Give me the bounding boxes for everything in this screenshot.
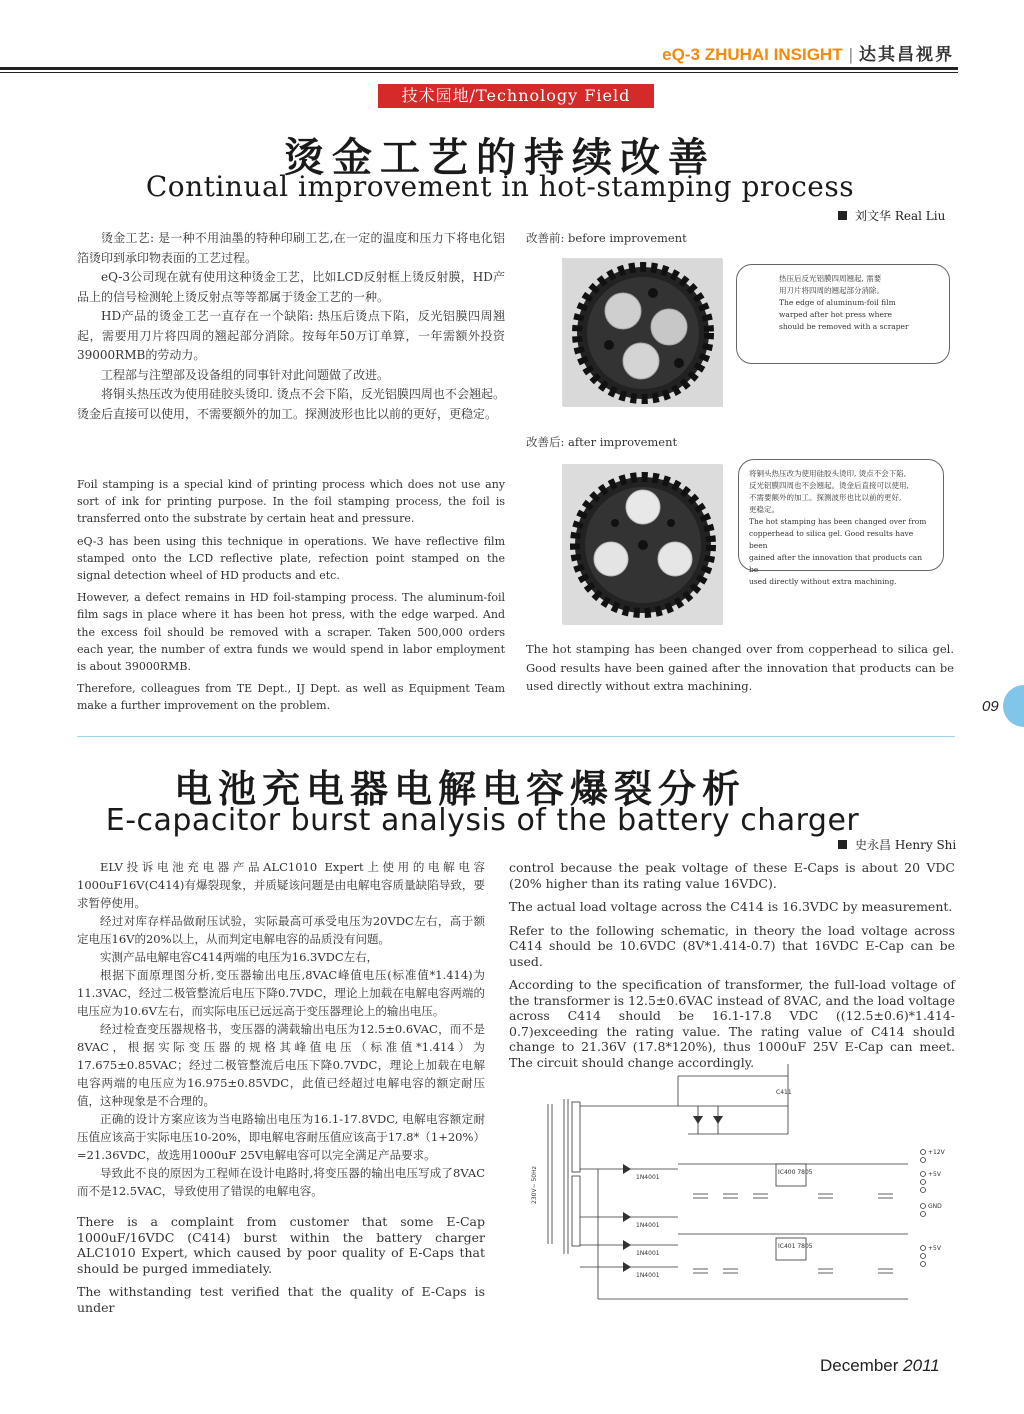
paragraph: 工程部与注塑部及设备组的同事针对此问题做了改进。 (101, 367, 390, 382)
article2-author (838, 836, 956, 853)
after-callout (738, 459, 944, 586)
footer-date (820, 1356, 940, 1376)
article2-cn-body (77, 858, 485, 1200)
paragraph: 实测产品电解电容C414两端的电压为16.3VDC左右， (100, 950, 379, 964)
paragraph: Refer to the following schematic, in theory the load voltage across C414 should be 10.6VDC (8V*1.414-0.7) that 16VDC E-Cap can be used. (509, 922, 955, 969)
out-label-2: +5V (928, 1171, 941, 1178)
paragraph: Foil stamping is a special kind of printing process which does not use any sort of ink for printing purpose. In the foil stamping process, the foil is transferred onto the substrate by certain heat and pressure. (77, 478, 505, 526)
paragraph: The actual load voltage across the C414 is 16.3VDC by measurement. (509, 899, 953, 914)
before-callout (736, 264, 950, 364)
paragraph: Therefore, colleagues from TE Dept., IJ Dept. as well as Equipment Team make a further improvement on the problem. (77, 682, 505, 713)
section-tag: 技术园地/Technology Field (378, 84, 654, 108)
article1-title-cn: 烫金工艺的持续改善 (284, 134, 716, 181)
paragraph: However, a defect remains in HD foil-stamping process. The aluminum-foil film sags in place where it has been hot press, with the edge warped. And the excess foil should be removed with a scraper. Taken 500,000 orders each year, the number of extra funds we would spend in labor employment is about 39000RMB. (77, 591, 505, 674)
gear-after-icon (563, 465, 723, 625)
article2-en-right (509, 860, 955, 1078)
article2-author-text: 史永昌 Henry Shi (855, 838, 957, 852)
page-number: 09 (982, 698, 999, 715)
brand-separator: | (848, 45, 853, 64)
out-label-1: +12V (928, 1149, 945, 1156)
callout-line: warped after hot press where (779, 310, 892, 319)
schematic-drawing (528, 1054, 956, 1306)
paragraph: 经过检查变压器规格书，变压器的满载输出电压为12.5±0.6VAC，而不是8VAC，根据实际变压器的规格其峰值电压（标准值*1.414）为17.675±0.85VAC；经过二极管整流后电压下降0.7VDC，理论上加载在电解电容两端的电压应为16.975±0.85VDC，此值已经超过电解电容的额定耐压值，这种现象是不合理的。 (77, 1022, 485, 1108)
article1-title-en: Continual improvement in hot-stamping process (145, 170, 855, 203)
paragraph: There is a complaint from customer that some E-Cap 1000uF/16VDC (C414) burst within the battery charger ALC1010 Expert, which caused by poor quality of E-Caps that should be purged immediately. (77, 1214, 485, 1276)
callout-line: The hot stamping has been changed over from (749, 517, 927, 526)
paragraph: According to the specification of transformer, the full-load voltage of the transformer is 12.5±0.6VAC instead of 8VAC, and the load voltage across C414 should be 16.1-17.8 VDC ((12.5±0.6)*1.414-0.7)exceeding the rating value. The rating value of C414 should change to 21.36V (17.8*120%), thus 1000uF 25V E-Cap can meet. The circuit should change accordingly. (509, 977, 955, 1070)
charger-schematic (528, 1054, 956, 1306)
header-rule (0, 67, 958, 70)
label-d2: 1N4001 (636, 1222, 660, 1229)
paragraph: control because the peak voltage of these E-Caps is about 20 VDC (20% higher than its rating value 16VDC). (509, 860, 955, 891)
before-photo (562, 258, 722, 406)
after-text: The hot stamping has been changed over from copperhead to silica gel. Good results have been gained after the innovation that products can be used directly without extra machining. (526, 642, 954, 693)
brand-cn: 达其昌视界 (859, 45, 954, 65)
callout-line: gained after the innovation that products can be (749, 553, 923, 574)
label-d4: 1N4001 (636, 1272, 660, 1279)
brand-en: eQ-3 ZHUHAI INSIGHT (662, 45, 843, 64)
article1-en-body (77, 476, 505, 720)
paragraph: eQ-3 has been using this technique in operations. We have reflective film stamped onto the LCD reflective plate, refection point stamped on the signal detection wheel of HD products and etc. (77, 534, 505, 583)
after-caption: 改善后: after improvement (526, 435, 678, 449)
footer-year: 2011 (903, 1356, 940, 1375)
callout-line: used directly without extra machining. (749, 577, 897, 586)
paragraph: 经过对库存样品做耐压试验，实际最高可承受电压为20VDC左右，高于额定电压16V的20%以上，从而判定电解电容的品质没有问题。 (77, 914, 485, 946)
callout-line: copperhead to silica gel. Good results have been (749, 529, 914, 550)
callout-line: 反光铝膜四周也不会翘起。烫金后直接可以使用, (749, 481, 909, 490)
header-rule-thin (0, 72, 958, 73)
after-photo (562, 464, 722, 624)
paragraph: 烫金工艺: 是一种不用油墨的特种印刷工艺,在一定的温度和压力下将电化铝箔烫印到承印物表面的工艺过程。 (77, 231, 505, 265)
article2-title-en: E-capacitor burst analysis of the battery charger (105, 803, 860, 838)
label-d1: 1N4001 (636, 1174, 660, 1181)
paragraph: 将铜头热压改为使用硅胶头烫印. 烫点不会下陷，反光铝膜四周也不会翘起。烫金后直接可以使用，不需要额外的加工。探测波形也比以前的更好，更稳定。 (77, 387, 505, 421)
square-bullet-icon (838, 211, 847, 220)
article2-en-left (77, 1214, 485, 1323)
callout-line: should be removed with a scraper (779, 322, 909, 331)
callout-line: 热压后反光铝膜四周翘起, 需要 (779, 274, 882, 283)
label-c411: C411 (776, 1089, 792, 1096)
label-reg2: IC401 7805 (778, 1243, 813, 1250)
out-label-4: +5V (928, 1245, 941, 1252)
paragraph: 根据下面原理图分析,变压器输出电压,8VAC峰值电压(标准值*1.414)为11.3VAC，经过二极管整流后电压下降0.7VDC，理论上加载在电解电容两端的电压应为10.6V左右，而实际电压已远远高于变压器理论上的输出电压。 (77, 968, 485, 1018)
out-label-3: GND (928, 1203, 942, 1210)
square-bullet-icon (838, 840, 847, 849)
transformer-label: 230V~ 50Hz (531, 1166, 538, 1204)
article2-title-cn: 电池充电器电解电容爆裂分析 (173, 766, 746, 811)
article1-cn-body (77, 229, 505, 424)
callout-line: The edge of aluminum-foil film (779, 298, 896, 307)
section-divider (77, 736, 955, 737)
article1-author-text: 刘文华 Real Liu (855, 209, 946, 223)
callout-line: 将铜头热压改为使用硅胶头烫印, 烫点不会下陷, (749, 469, 907, 478)
callout-line: 用刀片将四周的翘起部分消除。 (779, 286, 884, 295)
page-tab (1003, 685, 1024, 727)
magazine-brand (662, 40, 954, 65)
paragraph: 正确的设计方案应该为当电路输出电压为16.1-17.8VDC, 电解电容额定耐压值应该高于实际电压10-20%，即电解电容耐压值应该高于17.8*（1+20%）=21.36VDC，故选用1000uF 25V电解电容可以完全满足产品要求。 (77, 1112, 485, 1162)
before-caption: 改善前: before improvement (526, 231, 687, 245)
callout-line: 更稳定。 (749, 505, 779, 514)
gear-before-icon (563, 259, 723, 407)
paragraph: The withstanding test verified that the quality of E-Caps is under (77, 1284, 485, 1315)
article1-author (838, 207, 945, 224)
callout-line: 不需要额外的加工。探测波形也比以前的更好, (749, 493, 902, 502)
label-d3: 1N4001 (636, 1250, 660, 1257)
footer-month: December (820, 1356, 899, 1375)
label-reg1: IC400 7805 (778, 1169, 813, 1176)
paragraph: ELV投诉电池充电器产品ALC1010 Expert上使用的电解电容1000uF16V(C414)有爆裂现象，并质疑该问题是由电解电容质量缺陷导致，要求暂停使用。 (77, 860, 485, 910)
paragraph: 导致此不良的原因为工程师在设计电路时,将变压器的输出电压写成了8VAC而不是12.5VAC，导致使用了错误的电解电容。 (77, 1166, 485, 1198)
paragraph: HD产品的烫金工艺一直存在一个缺陷: 热压后烫点下陷，反光铝膜四周翘起，需要用刀片将四周的翘起部分消除。按每年50万订单算，一年需额外投资39000RMB的劳动力。 (77, 309, 505, 362)
paragraph: eQ-3公司现在就有使用这种烫金工艺，比如LCD反射框上烫反射膜，HD产品上的信号检测轮上烫反射点等等都属于烫金工艺的一种。 (77, 270, 505, 304)
